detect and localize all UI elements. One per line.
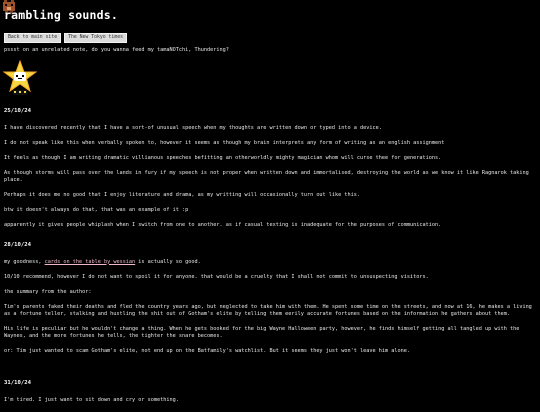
entry-paragraph: or: Tim just wanted to scam Gotham's elite, not end up on the Batfamily's watchlist. But it seems they just won't leave him alone. (4, 347, 411, 354)
nav-bar (4, 33, 127, 43)
entry-paragraph: As though storms will pass over the lands in fury if my speech is not proper when written down and immortalised, destroying the world as we know it like Ragnarok taking place. (4, 169, 529, 183)
entry-paragraph: apparently it gives people whiplash when I switch from one to another. as if casual texting is inadequate for the purposes of communication. (4, 221, 442, 228)
entry-paragraph: Perhaps it does me no good that I enjoy literature and drama, as my writting will occasionally turn out like this. (4, 191, 361, 198)
new-tokyo-times-button[interactable]: The New Tokyo times (64, 33, 127, 43)
entry-paragraph: the summary from the author: (4, 288, 92, 295)
site-title: rambling sounds. (4, 8, 118, 22)
entry-paragraph: I do not speak like this when verbally spoken to, however it seems as though my brain interprets any form of writing as an english assignment (4, 139, 445, 146)
entry-date: 31/10/24 (4, 380, 31, 386)
entry-paragraph (4, 259, 536, 266)
entry-text: is actually so good. (135, 258, 201, 265)
intro-text: pssst on an unrelated note, do you wanna feed my tamaNOTchi, Thundering? (4, 47, 229, 53)
entry-paragraph: 10/10 recommend, however I do not want to spoil it for anyone. that would be a cruelty that I shall not commit to unsuspecting visitors. (4, 273, 429, 280)
back-to-main-site-button[interactable]: Back to main site (4, 33, 61, 43)
fic-link[interactable]: cards on the table by wessian (44, 258, 136, 265)
blog-entry (4, 108, 536, 237)
entry-paragraph: btw it doesn't always do that, that was an example of it :p (4, 206, 189, 213)
entry-paragraph: It feels as though I am writing dramatic villianous speeches befitting an otherworldly mighty magician whom will curse thee for generations. (4, 154, 442, 161)
entry-paragraph: I'm tired. I just want to sit down and cry or something. (4, 396, 179, 403)
entry-paragraph: Tim's parents faked their deaths and fled the country years ago, but neglected to take him with them. He spent some time on the streets, and now at 16, he makes a living as a fortune teller, stalking and hustling the shit out of Gotham's elite by telling them eerily accurate fortunes based on the information he gathers about them. (4, 303, 532, 317)
entry-date: 28/10/24 (4, 242, 31, 248)
entry-text: my goodness, (4, 258, 45, 265)
entry-paragraph: I have discovered recently that I have a sort-of unusual speech when my thoughts are written down or typed into a device. (4, 124, 382, 131)
blog-entry (4, 242, 536, 363)
blog-entry (4, 380, 536, 412)
entry-paragraph: His life is peculiar but he wouldn't change a thing. When he gets booked for the big Wayne Halloween party, however, he finds himself getting all tangled up with the Waynes, and the more fortunes he tells, the tighter the snare becomes. (4, 325, 520, 339)
star-mascot-icon[interactable] (3, 60, 37, 96)
entry-date: 25/10/24 (4, 108, 31, 114)
